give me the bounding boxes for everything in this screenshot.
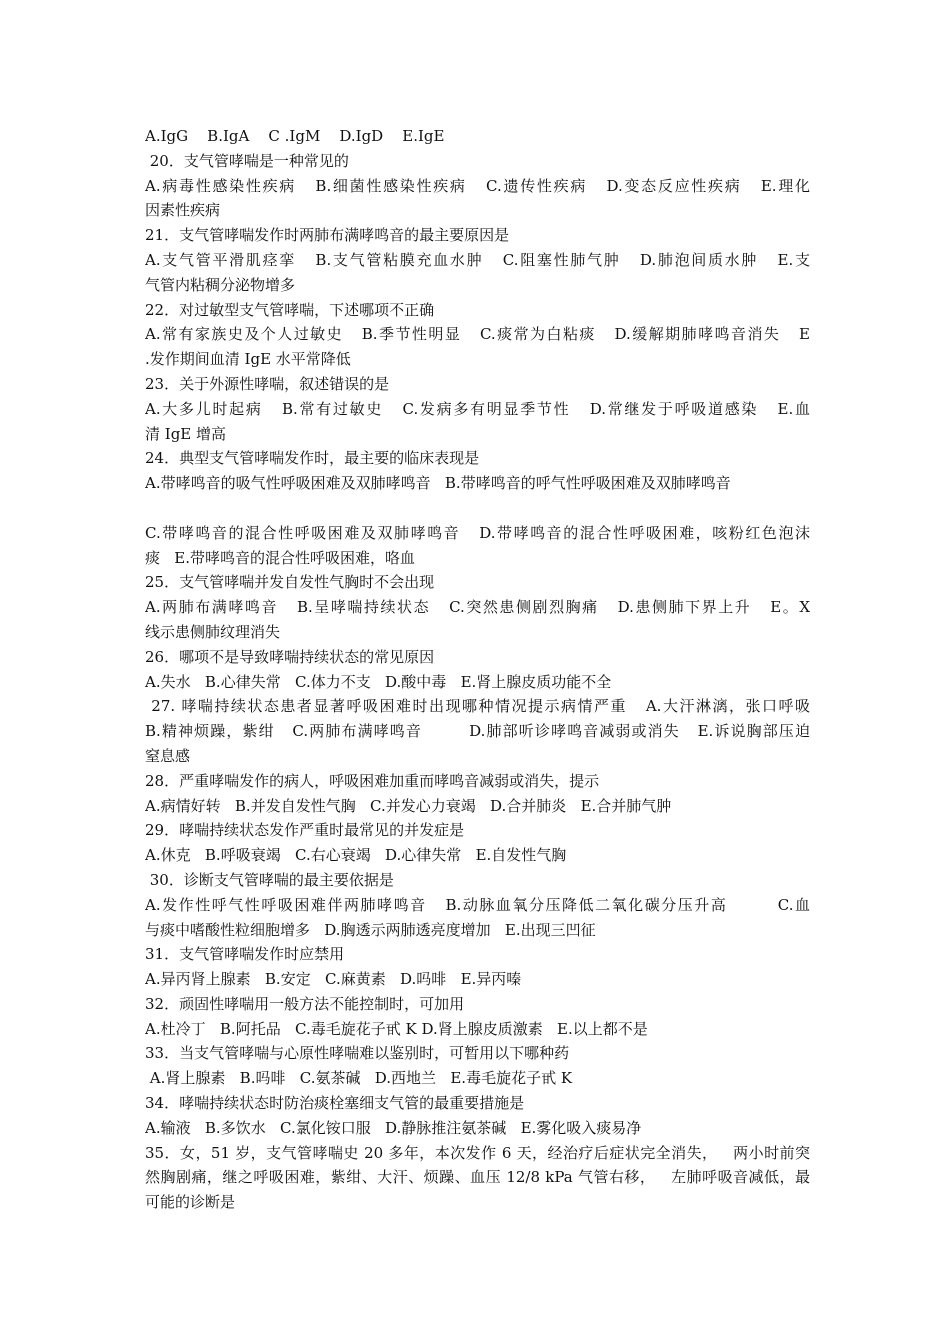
- question-23-options-line-2: 清 IgE 增高: [145, 424, 227, 443]
- question-30-options-line-1: A.发作性呼气性呼吸困难伴两肺哮鸣音 B.动脉血氧分压降低二氧化碳分压升高 C.血: [145, 895, 810, 914]
- question-25-stem: 25．支气管哮喘并发自发性气胸时不会出现: [145, 573, 435, 592]
- question-23-stem: 23．关于外源性哮喘，叙述错误的是: [145, 374, 390, 393]
- question-27-stem-and-option-a: 27. 哮喘持续状态患者显著呼吸困难时出现哪种情况提示病情严重 A.大汗淋漓，张口呼吸: [145, 697, 810, 716]
- question-26-options: A.失水 B.心律失常 C.体力不支 D.酸中毒 E.肾上腺皮质功能不全: [145, 672, 612, 691]
- question-30-options-line-2: 与痰中嗜酸性粒细胞增多 D.胸透示两肺透亮度增加 E.出现三凹征: [145, 920, 596, 939]
- question-33-options: A.肾上腺素 B.吗啡 C.氨茶碱 D.西地兰 E.毒毛旋花子甙 K: [145, 1069, 573, 1088]
- question-20-options-line-1: A.病毒性感染性疾病 B.细菌性感染性疾病 C.遗传性疾病 D.变态反应性疾病 E.理化: [145, 176, 810, 195]
- question-22-options-line-2: .发作期间血清 IgE 水平常降低: [145, 350, 351, 369]
- question-34-options: A.输液 B.多饮水 C.氯化铵口服 D.静脉推注氨茶碱 E.雾化吸入痰易净: [145, 1118, 642, 1137]
- question-25-options-line-2: 线示患侧肺纹理消失: [145, 622, 281, 641]
- blank-line: [145, 496, 810, 521]
- document-body: [145, 124, 810, 1215]
- question-22-stem: 22．对过敏型支气管哮喘，下述哪项不正确: [145, 300, 435, 319]
- question-31-options: A.异丙肾上腺素 B.安定 C.麻黄素 D.吗啡 E.异丙嗪: [145, 970, 522, 989]
- question-30-stem: 30．诊断支气管哮喘的最主要依据是: [145, 870, 394, 889]
- question-22-options-line-1: A.常有家族史及个人过敏史 B.季节性明显 C.痰常为白粘痰 D.缓解期肺哮鸣音消失 E: [145, 325, 810, 344]
- question-24-stem: 24．典型支气管哮喘发作时，最主要的临床表现是: [145, 449, 480, 468]
- question-33-stem: 33．当支气管哮喘与心原性哮喘难以鉴别时，可暂用以下哪种药: [145, 1044, 570, 1063]
- question-32-options: A.杜冷丁 B.阿托品 C.毒毛旋花子甙 K D.肾上腺皮质激素 E.以上都不是: [145, 1019, 648, 1038]
- question-24-options-line-2: C.带哮鸣音的混合性呼吸困难及双肺哮鸣音 D.带哮鸣音的混合性呼吸困难，咳粉红色泡沫: [145, 523, 810, 542]
- question-27-options-line-1: B.精神烦躁，紫绀 C.两肺布满哮鸣音 D.肺部听诊哮鸣音减弱或消失 E.诉说胸部压迫: [145, 722, 810, 741]
- question-25-options-line-1: A.两肺布满哮鸣音 B.呈哮喘持续状态 C.突然患侧剧烈胸痛 D.患侧肺下界上升 E。X: [145, 598, 810, 617]
- question-27-options-line-2: 窒息感: [145, 746, 191, 765]
- question-32-stem: 32．顽固性哮喘用一般方法不能控制时，可加用: [145, 994, 465, 1013]
- question-35-stem-line-2: 然胸剧痛，继之呼吸困难，紫绀、大汗、烦躁、血压 12/8 kPa 气管右移， 左肺呼吸音减低，最: [145, 1168, 810, 1187]
- question-35-stem-line-3: 可能的诊断是: [145, 1193, 236, 1212]
- question-29-stem: 29．哮喘持续状态发作严重时最常见的并发症是: [145, 821, 465, 840]
- question-21-options-line-1: A.支气管平滑肌痉挛 B.支气管粘膜充血水肿 C.阻塞性肺气肿 D.肺泡间质水肿 E.支: [145, 250, 810, 269]
- question-20-options-line-2: 因素性疾病: [145, 201, 221, 220]
- question-34-stem: 34．哮喘持续状态时防治痰栓塞细支气管的最重要措施是: [145, 1094, 525, 1113]
- question-19-options: A.IgG B.IgA C .IgM D.IgD E.IgE: [145, 127, 445, 145]
- question-24-options-line-3: 痰 E.带哮鸣音的混合性呼吸困难，咯血: [145, 548, 416, 567]
- question-24-options-line-1: A.带哮鸣音的吸气性呼吸困难及双肺哮鸣音 B.带哮鸣音的呼气性呼吸困难及双肺哮鸣音: [145, 474, 731, 493]
- question-31-stem: 31．支气管哮喘发作时应禁用: [145, 945, 345, 964]
- question-29-options: A.休克 B.呼吸衰竭 C.右心衰竭 D.心律失常 E.自发性气胸: [145, 846, 567, 865]
- question-23-options-line-1: A.大多儿时起病 B.常有过敏史 C.发病多有明显季节性 D.常继发于呼吸道感染 E.血: [145, 399, 810, 418]
- question-26-stem: 26．哪项不是导致哮喘持续状态的常见原因: [145, 647, 435, 666]
- question-35-stem-line-1: 35．女，51 岁，支气管哮喘史 20 多年，本次发作 6 天，经治疗后症状完全消失， 两小时前突: [145, 1143, 810, 1162]
- question-21-stem: 21．支气管哮喘发作时两肺布满哮鸣音的最主要原因是: [145, 226, 510, 245]
- question-20-stem: 20．支气管哮喘是一种常见的: [145, 151, 349, 170]
- question-28-stem: 28．严重哮喘发作的病人，呼吸困难加重而哮鸣音减弱或消失，提示: [145, 771, 600, 790]
- question-21-options-line-2: 气管内粘稠分泌物增多: [145, 275, 296, 294]
- question-28-options: A.病情好转 B.并发自发性气胸 C.并发心力衰竭 D.合并肺炎 E.合并肺气肿: [145, 796, 672, 815]
